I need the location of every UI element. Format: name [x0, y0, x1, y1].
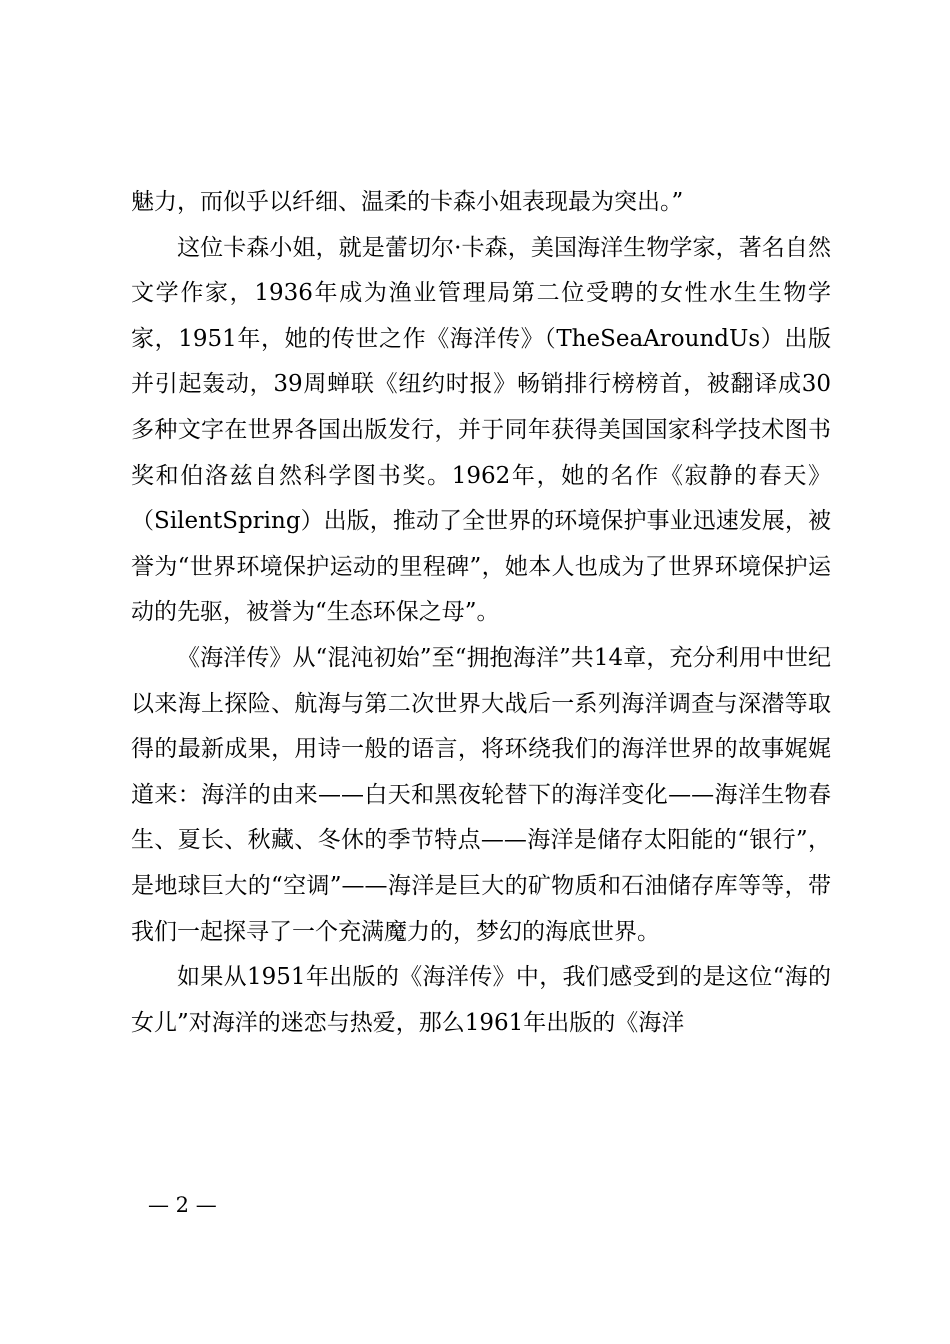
paragraph-continuation: 魅力，而似乎以纤细、温柔的卡森小姐表现最为突出。”	[131, 189, 684, 215]
page-number: — 2 —	[148, 1193, 217, 1217]
body-text	[131, 180, 831, 1046]
paragraph-sea-around-us: 《海洋传》从“混沌初始”至“拥抱海洋”共14章，充分利用中世纪以来海上探险、航海与第二次世界大战后一系列海洋调查与深潜等取得的最新成果，用诗一般的语言，将环绕我们的海洋世界的故事娓娓道来：海洋的由来——白天和黑夜轮替下的海洋变化——海洋生物春生、夏长、秋藏、冬休的季节特点——海洋是储存太阳能的“银行”，是地球巨大的“空调”——海洋是巨大的矿物质和石油储存库等等，带我们一起探寻了一个充满魔力的，梦幻的海底世界。	[131, 644, 831, 945]
paragraph-comparison: 如果从1951年出版的《海洋传》中，我们感受到的是这位“海的女儿”对海洋的迷恋与热爱，那么1961年出版的《海洋	[131, 964, 831, 1036]
paragraph-carson-biography: 这位卡森小姐，就是蕾切尔·卡森，美国海洋生物学家，著名自然文学作家，1936年成为渔业管理局第二位受聘的女性水生生物学家，1951年，她的传世之作《海洋传》（TheSeaAroundUs）出版并引起轰动，39周蝉联《纽约时报》畅销排行榜榜首，被翻译成30多种文字在世界各国出版发行，并于同年获得美国国家科学技术图书奖和伯洛兹自然科学图书奖。1962年，她的名作《寂静的春天》（SilentSpring）出版，推动了全世界的环境保护事业迅速发展，被誉为“世界环境保护运动的里程碑”，她本人也成为了世界环境保护运动的先驱，被誉为“生态环保之母”。	[131, 234, 831, 626]
